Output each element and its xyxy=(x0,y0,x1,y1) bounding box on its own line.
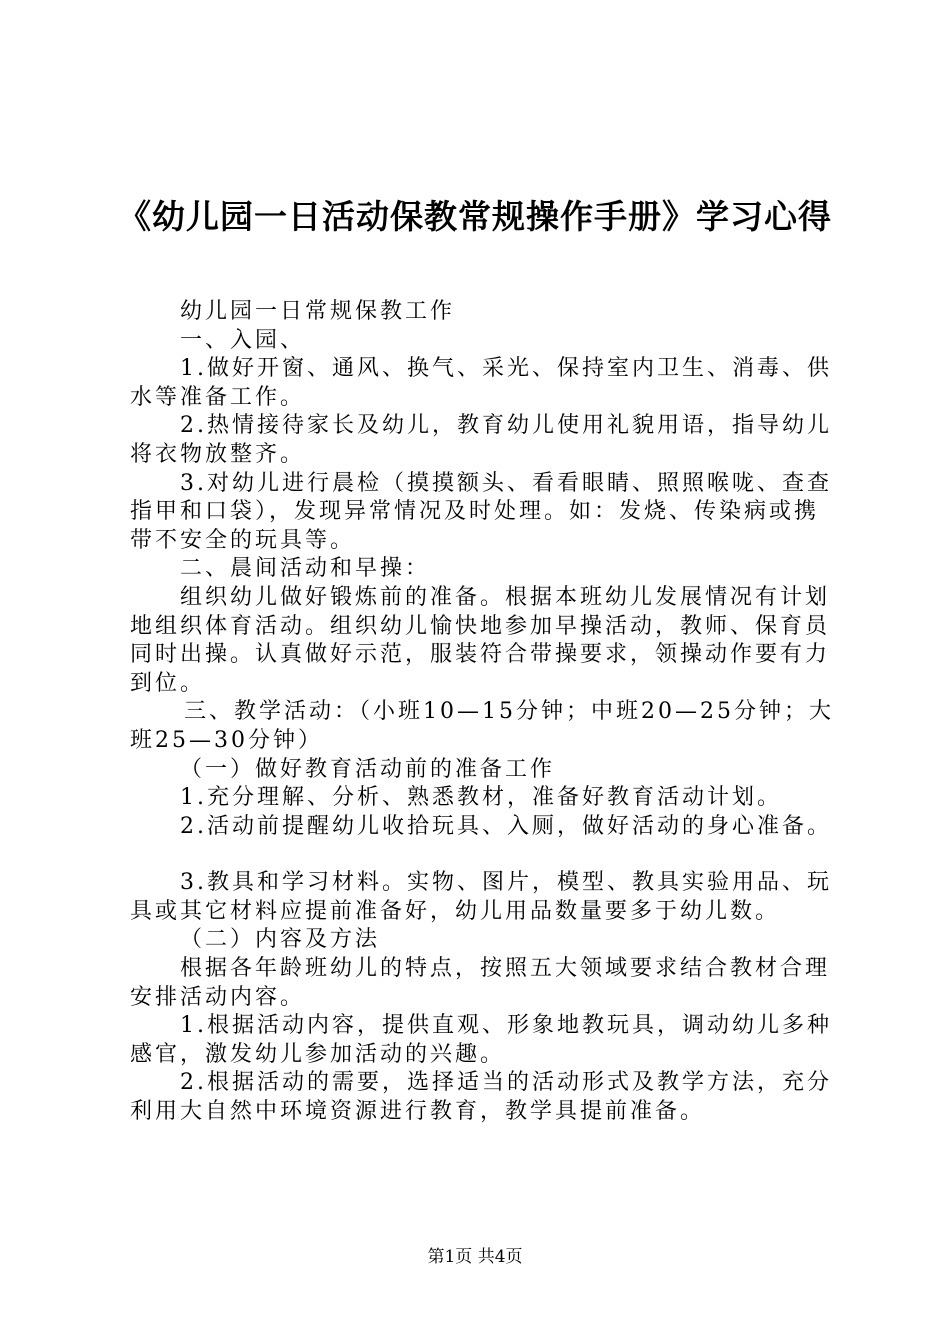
paragraph: 根据各年龄班幼儿的特点，按照五大领域要求结合教材合理安排活动内容。 xyxy=(130,956,831,1010)
paragraph: 2.根据活动的需要，选择适当的活动形式及教学方法，充分利用大自然中环境资源进行教育，教学具提前准备。 xyxy=(130,1070,832,1125)
paragraph: 3.对幼儿进行晨检（摸摸额头、看看眼睛、照照喉咙、查查指甲和口袋），发现异常情况及时处理。如：发烧、传染病或携带不安全的玩具等。 xyxy=(130,470,832,553)
paragraph: 3.教具和学习材料。实物、图片，模型、教具实验用品、玩具或其它材料应提前准备好，幼儿用品数量要多于幼儿数。 xyxy=(130,870,832,924)
paragraph: 2.活动前提醒幼儿收拾玩具、入厕，做好活动的身心准备。 xyxy=(180,813,832,839)
paragraph: 2.热情接待家长及幼儿，教育幼儿使用礼貌用语，指导幼儿将衣物放整齐。 xyxy=(130,413,832,467)
paragraph: 1.充分理解、分析、熟悉教材，准备好教育活动计划。 xyxy=(180,785,782,811)
blank-line xyxy=(130,841,842,869)
page-number: 第1页 共4页 xyxy=(427,1247,523,1267)
paragraph: 幼儿园一日常规保教工作 xyxy=(180,299,456,324)
subsection-heading: （二）内容及方法 xyxy=(180,927,381,953)
section-heading: 一、入园、 xyxy=(180,327,306,353)
paragraph: 1.做好开窗、通风、换气、采光、保持室内卫生、消毒、供水等准备工作。 xyxy=(130,356,832,410)
document-title: 《幼儿园一日活动保教常规操作手册》学习心得 xyxy=(118,197,832,236)
paragraph: 组织幼儿做好锻炼前的准备。根据本班幼儿发展情况有计划地组织体育活动。组织幼儿愉快地参加早操活动，教师、保育员同时出操。认真做好示范，服装符合带操要求，领操动作要有力到位。 xyxy=(130,584,831,696)
section-heading: 三、教学活动：（小班10—15分钟；中班20—25分钟；大班25—30分钟） xyxy=(130,699,834,753)
paragraph: 1.根据活动内容，提供直观、形象地教玩具，调动幼儿多种感官，激发幼儿参加活动的兴趣。 xyxy=(130,1013,832,1067)
section-heading: 二、晨间活动和早操： xyxy=(180,556,431,582)
document-body xyxy=(130,298,842,1127)
subsection-heading: （一）做好教育活动前的准备工作 xyxy=(180,756,556,782)
